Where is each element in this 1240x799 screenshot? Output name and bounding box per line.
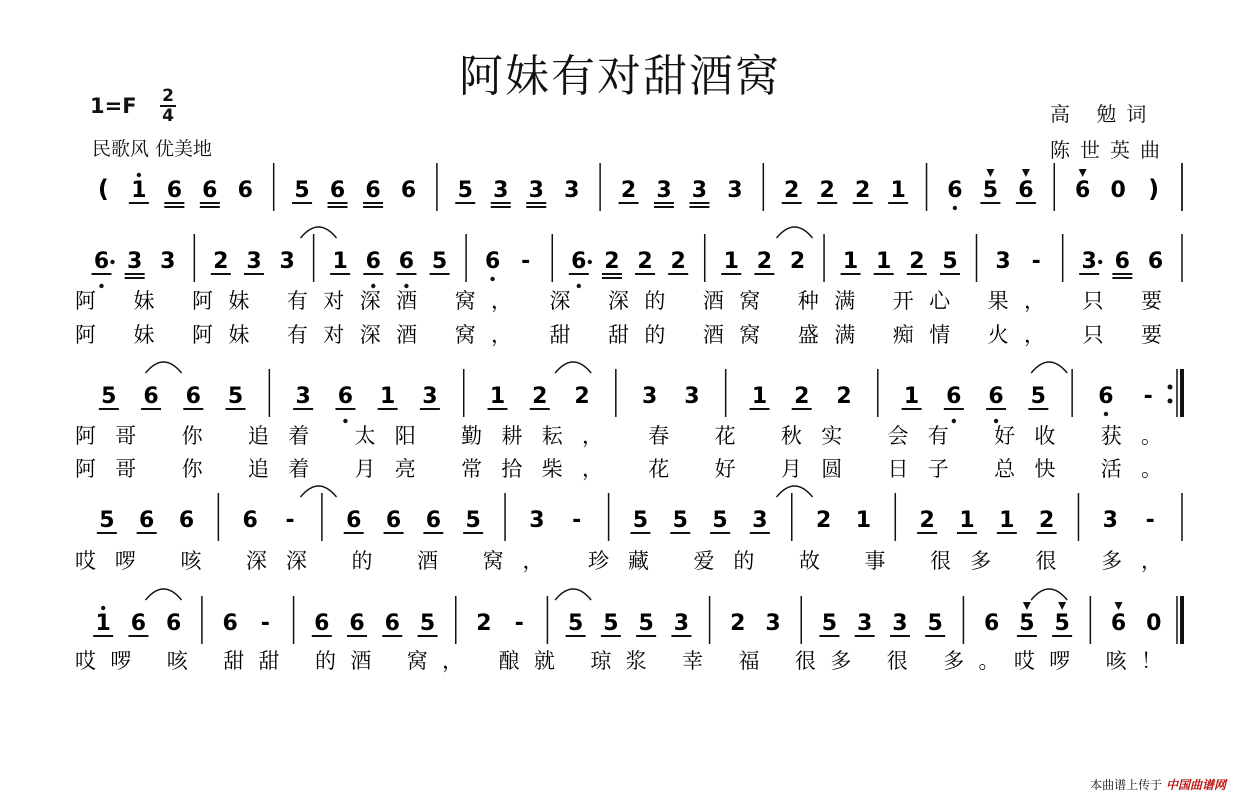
- note: 2: [836, 384, 852, 409]
- note: 5: [638, 611, 654, 636]
- note: 3: [529, 508, 545, 533]
- note: 6: [178, 508, 195, 533]
- note: 2: [855, 178, 871, 203]
- note: 6: [425, 508, 442, 533]
- note: 3: [673, 611, 690, 636]
- note: 6: [139, 508, 155, 533]
- note: 6: [946, 384, 962, 409]
- note: 1: [959, 508, 975, 533]
- note: 3: [160, 249, 176, 274]
- note: 3: [279, 249, 295, 274]
- note: 3: [752, 508, 768, 533]
- note: 3: [684, 384, 700, 409]
- dot-high: [137, 173, 141, 177]
- note: 6: [947, 178, 963, 203]
- slur: [1031, 589, 1067, 600]
- dash: -: [260, 611, 270, 636]
- slur: [777, 486, 813, 497]
- note: 1: [131, 178, 147, 203]
- note: 6: [1147, 249, 1164, 274]
- note: 6: [93, 249, 110, 274]
- slur: [777, 227, 813, 238]
- note: 2: [213, 249, 229, 274]
- note: 6: [242, 508, 258, 533]
- note: 6: [166, 611, 182, 636]
- note: 2: [637, 249, 653, 274]
- accent-mark: [986, 169, 994, 177]
- note: 5: [1019, 611, 1035, 636]
- note: 5: [99, 508, 115, 533]
- note: 6: [1098, 384, 1114, 409]
- augmentation-dot: [588, 260, 592, 264]
- lyric-line: 阿哥 你 追着 太阳 勤耕耘， 春 花 秋实 会有 好收 获。: [75, 424, 1162, 448]
- note: 5: [294, 178, 310, 203]
- note: 3: [641, 384, 658, 409]
- note: 6: [1110, 611, 1127, 636]
- note: 3: [528, 178, 544, 203]
- note: 6: [166, 178, 183, 203]
- note: 2: [919, 508, 935, 533]
- note: 5: [465, 508, 481, 533]
- lyric-line: 阿 妹 阿妹 有对深酒 窝， 深 深的 酒窝 种满 开心 果， 只 要: [75, 289, 1163, 313]
- note: 5: [821, 611, 838, 636]
- performance-style: 民歌风 优美地: [92, 138, 213, 160]
- note: 1: [890, 178, 906, 203]
- bracket: ): [1148, 175, 1160, 203]
- time-signature-top: 2: [162, 86, 174, 106]
- dash: -: [1031, 249, 1041, 274]
- repeat-dot: [1168, 385, 1173, 390]
- note: 1: [855, 508, 872, 533]
- accent-mark: [1115, 602, 1123, 610]
- note: 3: [295, 384, 311, 409]
- note: 3: [1102, 508, 1118, 533]
- note: 6: [329, 178, 346, 203]
- note: 3: [691, 178, 708, 203]
- note: 5: [982, 178, 999, 203]
- note: 6: [365, 249, 381, 274]
- accent-mark: [1022, 169, 1030, 177]
- note: 1: [332, 249, 348, 274]
- note: 2: [670, 249, 686, 274]
- note: 6: [484, 249, 501, 274]
- note: 1: [903, 384, 920, 409]
- note: 2: [604, 249, 620, 274]
- note: 3: [422, 384, 438, 409]
- note: 2: [909, 249, 925, 274]
- note: 3: [727, 178, 743, 203]
- note: 5: [672, 508, 688, 533]
- lyric-line: 哎啰 咳 甜甜 的酒 窝， 酿就 琼浆 幸 福 很多 很 多。哎啰 咳！: [75, 649, 1162, 673]
- note: 6: [365, 178, 381, 203]
- note: 3: [246, 249, 262, 274]
- note: 6: [237, 178, 253, 203]
- dot-low: [952, 419, 956, 423]
- note: 6: [346, 508, 362, 533]
- slur: [146, 362, 182, 373]
- footer-credit: [1090, 776, 1226, 793]
- note: 6: [571, 249, 587, 274]
- bracket: (: [97, 175, 109, 203]
- note: 6: [983, 611, 1000, 636]
- key-signature: 1=F: [90, 94, 137, 118]
- note: 6: [1114, 249, 1130, 274]
- footer-upload-text: 本曲谱上传于: [1090, 778, 1163, 792]
- note: 3: [1081, 249, 1097, 274]
- dot-low: [371, 284, 375, 288]
- note: 5: [419, 611, 436, 636]
- augmentation-dot: [110, 260, 114, 264]
- augmentation-dot: [1098, 260, 1102, 264]
- note: 1: [489, 384, 506, 409]
- note: 2: [789, 249, 806, 274]
- note: 5: [567, 611, 584, 636]
- dot-low: [994, 419, 998, 423]
- note: 5: [457, 178, 473, 203]
- accent-mark: [1023, 602, 1031, 610]
- footer-site-logo: 中国曲谱网: [1165, 778, 1226, 792]
- dash: -: [521, 249, 531, 274]
- note: 3: [656, 178, 672, 203]
- note: 5: [431, 249, 448, 274]
- note: 3: [564, 178, 580, 203]
- lyricist-credit: 高 勉词: [1050, 102, 1157, 126]
- accent-mark: [1058, 602, 1066, 610]
- note: 2: [532, 384, 548, 409]
- repeat-dot: [1168, 399, 1173, 404]
- note: 5: [227, 384, 244, 409]
- note: 2: [476, 611, 492, 636]
- note: 3: [493, 178, 509, 203]
- dot-low: [404, 284, 408, 288]
- note: 6: [384, 611, 400, 636]
- dash: -: [572, 508, 582, 533]
- note: 2: [756, 249, 773, 274]
- note: 2: [794, 384, 810, 409]
- note: 1: [95, 611, 111, 636]
- note: 5: [927, 611, 943, 636]
- dot-high: [101, 606, 105, 610]
- note: 6: [130, 611, 147, 636]
- dot-low: [99, 284, 103, 288]
- dot-low: [953, 206, 957, 210]
- note: 0: [1110, 178, 1126, 203]
- note: 5: [1054, 611, 1070, 636]
- dot-low: [343, 419, 347, 423]
- note: 3: [127, 249, 143, 274]
- note: 1: [842, 249, 859, 274]
- note: 5: [1030, 384, 1046, 409]
- dot-low: [577, 284, 581, 288]
- dot-low: [490, 277, 494, 281]
- lyric-line: 哎啰 咳 深深 的 酒 窝， 珍藏 爱的 故 事 很多 很 多，: [75, 549, 1163, 573]
- note: 6: [337, 384, 354, 409]
- note: 6: [349, 611, 365, 636]
- note: 1: [751, 384, 768, 409]
- note: 5: [101, 384, 117, 409]
- lyric-line: 阿 妹 阿妹 有对深酒 窝， 甜 甜的 酒窝 盛满 痴情 火， 只 要: [75, 323, 1163, 347]
- note: 1: [876, 249, 892, 274]
- note: 3: [892, 611, 908, 636]
- note: 3: [857, 611, 873, 636]
- slur: [301, 486, 337, 497]
- song-title: 阿妹有对甜酒窝: [459, 51, 781, 102]
- note: 0: [1146, 611, 1162, 636]
- note: 5: [942, 249, 958, 274]
- note: 2: [574, 384, 590, 409]
- note: 1: [723, 249, 739, 274]
- lyric-line: 阿哥 你 追着 月亮 常拾柴， 花 好 月圆 日子 总快 活。: [75, 457, 1162, 481]
- note: 6: [185, 384, 201, 409]
- slur: [146, 589, 182, 600]
- note: 2: [1038, 508, 1055, 533]
- note: 1: [380, 384, 396, 409]
- note: 6: [398, 249, 415, 274]
- dash: -: [514, 611, 524, 636]
- slur: [301, 227, 337, 238]
- note: 6: [1018, 178, 1034, 203]
- note: 6: [143, 384, 159, 409]
- note: 5: [603, 611, 619, 636]
- note: 6: [385, 508, 402, 533]
- note: 3: [765, 611, 781, 636]
- dash: -: [1145, 508, 1155, 533]
- note: 1: [999, 508, 1015, 533]
- note: 2: [784, 178, 800, 203]
- note: 6: [988, 384, 1004, 409]
- slur: [555, 589, 591, 600]
- note: 6: [400, 178, 417, 203]
- slur: [1031, 362, 1067, 373]
- dash: -: [1143, 384, 1153, 409]
- time-signature-bottom: 4: [162, 106, 174, 126]
- dot-low: [1104, 412, 1108, 416]
- note: 2: [620, 178, 637, 203]
- note: 2: [819, 178, 835, 203]
- note: 5: [632, 508, 649, 533]
- accent-mark: [1079, 169, 1087, 177]
- note: 6: [202, 178, 218, 203]
- composer-credit: 陈世英曲: [1050, 138, 1170, 162]
- note: 6: [222, 611, 238, 636]
- note: 6: [314, 611, 330, 636]
- note: 5: [712, 508, 728, 533]
- note: 2: [815, 508, 832, 533]
- note: 3: [995, 249, 1011, 274]
- note: 6: [1074, 178, 1091, 203]
- note: 2: [730, 611, 746, 636]
- dash: -: [285, 508, 295, 533]
- slur: [555, 362, 591, 373]
